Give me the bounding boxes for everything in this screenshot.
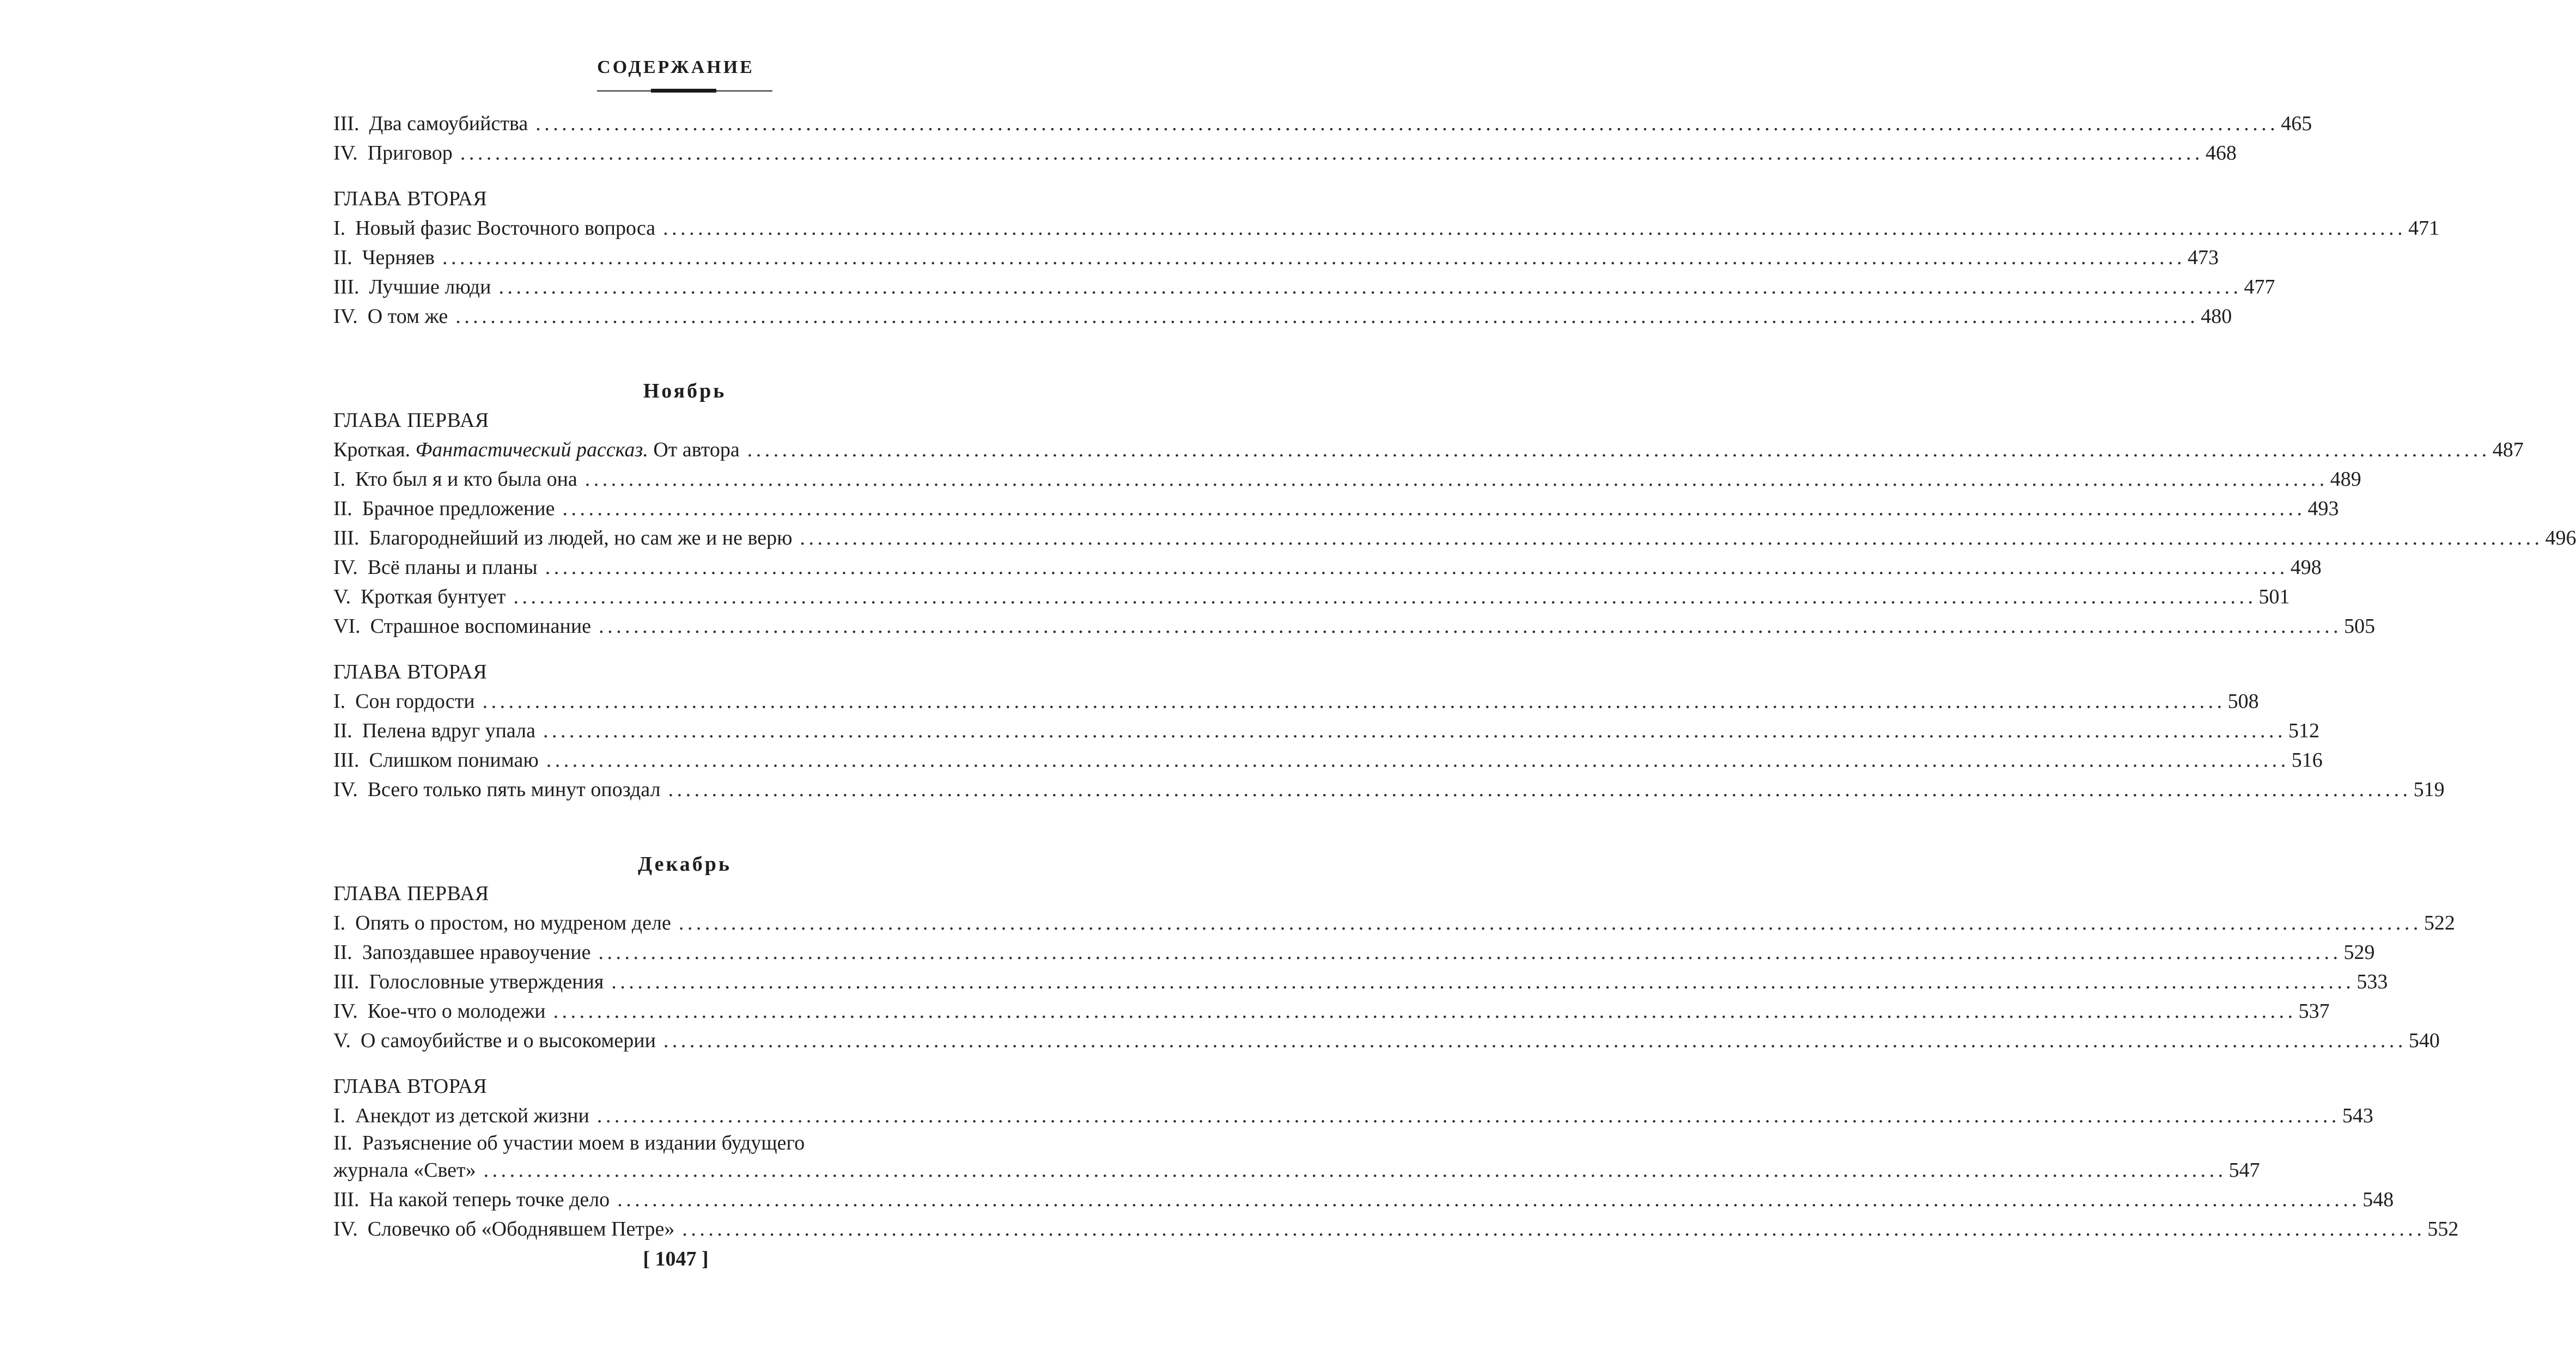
dot-leader: ........................................................................................................................................................................................................ bbox=[553, 1000, 2297, 1023]
entry-title-text: О том же bbox=[367, 305, 448, 328]
entry-number: III. bbox=[333, 112, 360, 135]
entry-title bbox=[333, 553, 538, 582]
entry-title bbox=[333, 1026, 656, 1055]
page-number: 468 bbox=[2205, 142, 2237, 164]
toc-entry[interactable] bbox=[333, 553, 2322, 582]
dot-leader: ........................................................................................................................................................................................................ bbox=[498, 276, 2242, 298]
entry-title-italic: Фантастический рассказ. bbox=[415, 438, 648, 461]
dot-leader: ........................................................................................................................................................................................................ bbox=[611, 970, 2355, 993]
entry-number: II. bbox=[333, 719, 352, 742]
entry-number: V. bbox=[333, 585, 351, 608]
entry-title bbox=[333, 938, 590, 967]
page-number: 465 bbox=[2281, 112, 2312, 135]
entry-title-text: Два самоубийства bbox=[369, 112, 528, 135]
dot-leader: ........................................................................................................................................................................................................ bbox=[682, 1218, 2426, 1240]
entry-title-text: Опять о простом, но мудреном деле bbox=[355, 912, 671, 934]
october-chapter-two-entries bbox=[333, 213, 2440, 331]
entry-title-text: Страшное воспоминание bbox=[370, 615, 592, 638]
entry-title bbox=[333, 138, 453, 168]
toc-entry[interactable] bbox=[333, 109, 2312, 138]
entry-number: II. bbox=[333, 1132, 352, 1154]
page-number: 516 bbox=[2291, 749, 2323, 772]
toc-entry[interactable] bbox=[333, 435, 2524, 464]
entry-number: III. bbox=[333, 1188, 360, 1211]
toc-entry[interactable] bbox=[333, 523, 2576, 553]
entry-title-text: Кое-что о молодежи bbox=[367, 1000, 546, 1023]
page-number: 529 bbox=[2343, 941, 2375, 964]
toc-entry[interactable] bbox=[333, 464, 2361, 494]
entry-number: III. bbox=[333, 276, 360, 298]
entry-title-text: Всего только пять минут опоздал bbox=[367, 778, 661, 801]
chapter-heading: ГЛАВА ПЕРВАЯ bbox=[333, 882, 489, 905]
dot-leader: ........................................................................................................................................................................................................ bbox=[545, 556, 2288, 579]
entry-title-text: Сон гордости bbox=[355, 690, 475, 713]
entry-title-text: Словечко об «Ободнявшем Петре» bbox=[367, 1218, 675, 1240]
toc-entry-multiline[interactable] bbox=[333, 1130, 2260, 1185]
toc-entry[interactable] bbox=[333, 967, 2388, 997]
page-number: 471 bbox=[2408, 217, 2440, 240]
entry-title-text: Кто был я и кто была она bbox=[355, 468, 577, 491]
dot-leader: ........................................................................................................................................................................................................ bbox=[800, 527, 2543, 549]
page-number: 501 bbox=[2258, 585, 2290, 608]
page-number: 505 bbox=[2344, 615, 2376, 638]
toc-entry[interactable] bbox=[333, 272, 2275, 302]
toc-entry[interactable] bbox=[333, 138, 2237, 168]
entry-title bbox=[333, 582, 506, 612]
entry-title-text: Приговор bbox=[367, 142, 453, 164]
page-number: 533 bbox=[2356, 970, 2388, 993]
entry-title-line-2 bbox=[333, 1156, 2260, 1185]
table-of-contents bbox=[333, 109, 2576, 1244]
entry-title bbox=[333, 716, 535, 745]
dot-leader: ........................................................................................................................................................................................................ bbox=[596, 1104, 2340, 1127]
dot-leader: ........................................................................................................................................................................................................ bbox=[455, 305, 2199, 328]
dot-leader: ........................................................................................................................................................................................................ bbox=[584, 468, 2328, 491]
header-rule-accent bbox=[651, 89, 716, 93]
dot-leader: ........................................................................................................................................................................................................ bbox=[442, 246, 2185, 269]
entry-title bbox=[333, 523, 792, 553]
toc-entry[interactable] bbox=[333, 687, 2259, 716]
entry-title bbox=[333, 687, 475, 716]
entry-number: IV. bbox=[333, 778, 358, 801]
entry-number: IV. bbox=[333, 1218, 358, 1240]
december-chapter-two-entries bbox=[333, 1101, 2373, 1130]
entry-number: IV. bbox=[333, 142, 358, 164]
chapter-heading: ГЛАВА ВТОРАЯ bbox=[333, 661, 488, 683]
entry-title-suffix: От автора bbox=[648, 438, 740, 461]
entry-title-text: Пелена вдруг упала bbox=[362, 719, 535, 742]
page-number: 512 bbox=[2288, 719, 2319, 742]
page-number: 480 bbox=[2201, 305, 2232, 328]
entry-number: III. bbox=[333, 749, 360, 772]
toc-entry[interactable] bbox=[333, 612, 2376, 641]
toc-entry[interactable] bbox=[333, 302, 2232, 331]
december-chapter-two-entries-continued bbox=[333, 1185, 2459, 1244]
dot-leader: ........................................................................................................................................................................................................ bbox=[535, 112, 2279, 135]
entry-number: I. bbox=[333, 912, 346, 934]
toc-entry[interactable] bbox=[333, 997, 2330, 1026]
page-number: 540 bbox=[2408, 1029, 2440, 1052]
entry-title-prefix: Кроткая. bbox=[333, 438, 416, 461]
entry-title-text: Брачное предложение bbox=[362, 497, 555, 520]
entry-title-text: На какой теперь точке дело bbox=[369, 1188, 610, 1211]
page-number: 543 bbox=[2342, 1104, 2373, 1127]
chapter-heading: ГЛАВА ПЕРВАЯ bbox=[333, 409, 489, 432]
entry-title bbox=[333, 1101, 589, 1130]
entry-title bbox=[333, 243, 435, 272]
entry-number: III. bbox=[333, 970, 360, 993]
page-number: 493 bbox=[2307, 497, 2339, 520]
entry-title-line-1 bbox=[333, 1130, 1036, 1156]
entry-number: IV. bbox=[333, 1000, 358, 1023]
chapter-heading: ГЛАВА ВТОРАЯ bbox=[333, 1075, 488, 1098]
entry-title bbox=[333, 1214, 674, 1244]
entry-title bbox=[333, 612, 591, 641]
entry-number: VI. bbox=[333, 615, 361, 638]
entry-number: I. bbox=[333, 217, 346, 240]
page-number: 548 bbox=[2362, 1188, 2394, 1211]
dot-leader: ........................................................................................................................................................................................................ bbox=[546, 749, 2289, 772]
entry-title-text: Кроткая бунтует bbox=[361, 585, 506, 608]
entry-number: I. bbox=[333, 468, 346, 491]
page-number: 473 bbox=[2188, 246, 2219, 269]
entry-title bbox=[333, 908, 671, 938]
entry-title bbox=[333, 272, 491, 302]
dot-leader: ........................................................................................................................................................................................................ bbox=[668, 778, 2411, 801]
dot-leader: ........................................................................................................................................................................................................ bbox=[617, 1188, 2361, 1211]
chapter-heading: ГЛАВА ВТОРАЯ bbox=[333, 187, 488, 210]
dot-leader: ........................................................................................................................................................................................................ bbox=[513, 585, 2257, 608]
entry-title-text: Слишком понимаю bbox=[369, 749, 539, 772]
entry-title bbox=[333, 494, 555, 523]
entry-title bbox=[333, 464, 577, 494]
dot-leader: ........................................................................................................................................................................................................ bbox=[747, 438, 2490, 461]
toc-entry[interactable] bbox=[333, 908, 2455, 938]
november-chapter-two-entries bbox=[333, 687, 2445, 804]
toc-entry[interactable] bbox=[333, 494, 2339, 523]
page-number: 498 bbox=[2290, 556, 2322, 579]
entry-title bbox=[333, 967, 604, 997]
dot-leader: ........................................................................................................................................................................................................ bbox=[460, 142, 2203, 164]
entry-number: I. bbox=[333, 690, 346, 713]
toc-entry[interactable] bbox=[333, 243, 2219, 272]
toc-entry[interactable] bbox=[333, 716, 2319, 745]
page-number: 496 bbox=[2545, 527, 2576, 549]
page-number: 522 bbox=[2423, 912, 2455, 934]
page-number: 552 bbox=[2427, 1218, 2459, 1240]
entry-number: II. bbox=[333, 497, 352, 520]
entry-title-text: Голословные утверждения bbox=[369, 970, 604, 993]
entry-title-text: Лучшие люди bbox=[369, 276, 491, 298]
dot-leader: ........................................................................................................................................................................................................ bbox=[483, 1159, 2227, 1182]
month-heading-december: Декабрь bbox=[637, 853, 732, 876]
dot-leader: ........................................................................................................................................................................................................ bbox=[663, 1029, 2407, 1052]
december-chapter-one-entries bbox=[333, 908, 2455, 1055]
page-footer-number: [ 1047 ] bbox=[643, 1248, 709, 1270]
page-number: 508 bbox=[2227, 690, 2259, 713]
toc-entry[interactable] bbox=[333, 213, 2440, 243]
month-heading-november: Ноябрь bbox=[643, 380, 727, 402]
dot-leader: ........................................................................................................................................................................................................ bbox=[482, 690, 2226, 713]
entry-number: IV. bbox=[333, 305, 358, 328]
toc-entry[interactable] bbox=[333, 1101, 2373, 1130]
entry-number: II. bbox=[333, 246, 352, 269]
entry-title bbox=[333, 435, 740, 464]
november-chapter-one-entries bbox=[333, 464, 2576, 641]
entry-title-text: Благороднейший из людей, но сам же и не верю bbox=[369, 527, 793, 549]
entry-title bbox=[333, 109, 528, 138]
entry-title-text: Анекдот из детской жизни bbox=[355, 1104, 589, 1127]
entry-title bbox=[333, 302, 448, 331]
entry-title bbox=[333, 745, 539, 775]
toc-entry[interactable] bbox=[333, 1185, 2394, 1214]
page-title: СОДЕРЖАНИЕ bbox=[597, 57, 754, 77]
toc-entry[interactable] bbox=[333, 1214, 2459, 1244]
dot-leader: ........................................................................................................................................................................................................ bbox=[663, 217, 2407, 240]
toc-entry[interactable] bbox=[333, 582, 2290, 612]
entry-title-text: О самоубийстве и о высокомерии bbox=[361, 1029, 656, 1052]
entry-title bbox=[333, 775, 661, 804]
page-number: 547 bbox=[2228, 1159, 2260, 1182]
toc-entry[interactable] bbox=[333, 775, 2445, 804]
entry-title-text: журнала «Свет» bbox=[333, 1159, 476, 1182]
page-number: 537 bbox=[2298, 1000, 2330, 1023]
toc-entry[interactable] bbox=[333, 938, 2375, 967]
entry-number: II. bbox=[333, 941, 352, 964]
entry-title-text: Разъяснение об участии моем в издании будущего bbox=[362, 1132, 805, 1154]
dot-leader: ........................................................................................................................................................................................................ bbox=[562, 497, 2306, 520]
entry-number: III. bbox=[333, 527, 360, 549]
dot-leader: ........................................................................................................................................................................................................ bbox=[599, 615, 2342, 638]
page-number: 489 bbox=[2330, 468, 2361, 491]
dot-leader: ........................................................................................................................................................................................................ bbox=[678, 912, 2422, 934]
entry-number: IV. bbox=[333, 556, 358, 579]
entry-number: V. bbox=[333, 1029, 351, 1052]
entry-title-text: Новый фазис Восточного вопроса bbox=[355, 217, 656, 240]
entry-title bbox=[333, 213, 655, 243]
toc-entry[interactable] bbox=[333, 745, 2323, 775]
page-number: 519 bbox=[2413, 778, 2445, 801]
dot-leader: ........................................................................................................................................................................................................ bbox=[543, 719, 2286, 742]
page-header bbox=[0, 57, 1351, 78]
entry-number: I. bbox=[333, 1104, 346, 1127]
entry-title bbox=[333, 997, 546, 1026]
entry-title-text: Черняев bbox=[362, 246, 435, 269]
page-number: 477 bbox=[2244, 276, 2275, 298]
page-number: 487 bbox=[2492, 438, 2524, 461]
entry-title-text: Всё планы и планы bbox=[367, 556, 538, 579]
toc-entry[interactable] bbox=[333, 1026, 2440, 1055]
entry-title bbox=[333, 1185, 610, 1214]
dot-leader: ........................................................................................................................................................................................................ bbox=[598, 941, 2342, 964]
october-continued-entries bbox=[333, 109, 2312, 168]
entry-title-text: Запоздавшее нравоучение bbox=[362, 941, 591, 964]
